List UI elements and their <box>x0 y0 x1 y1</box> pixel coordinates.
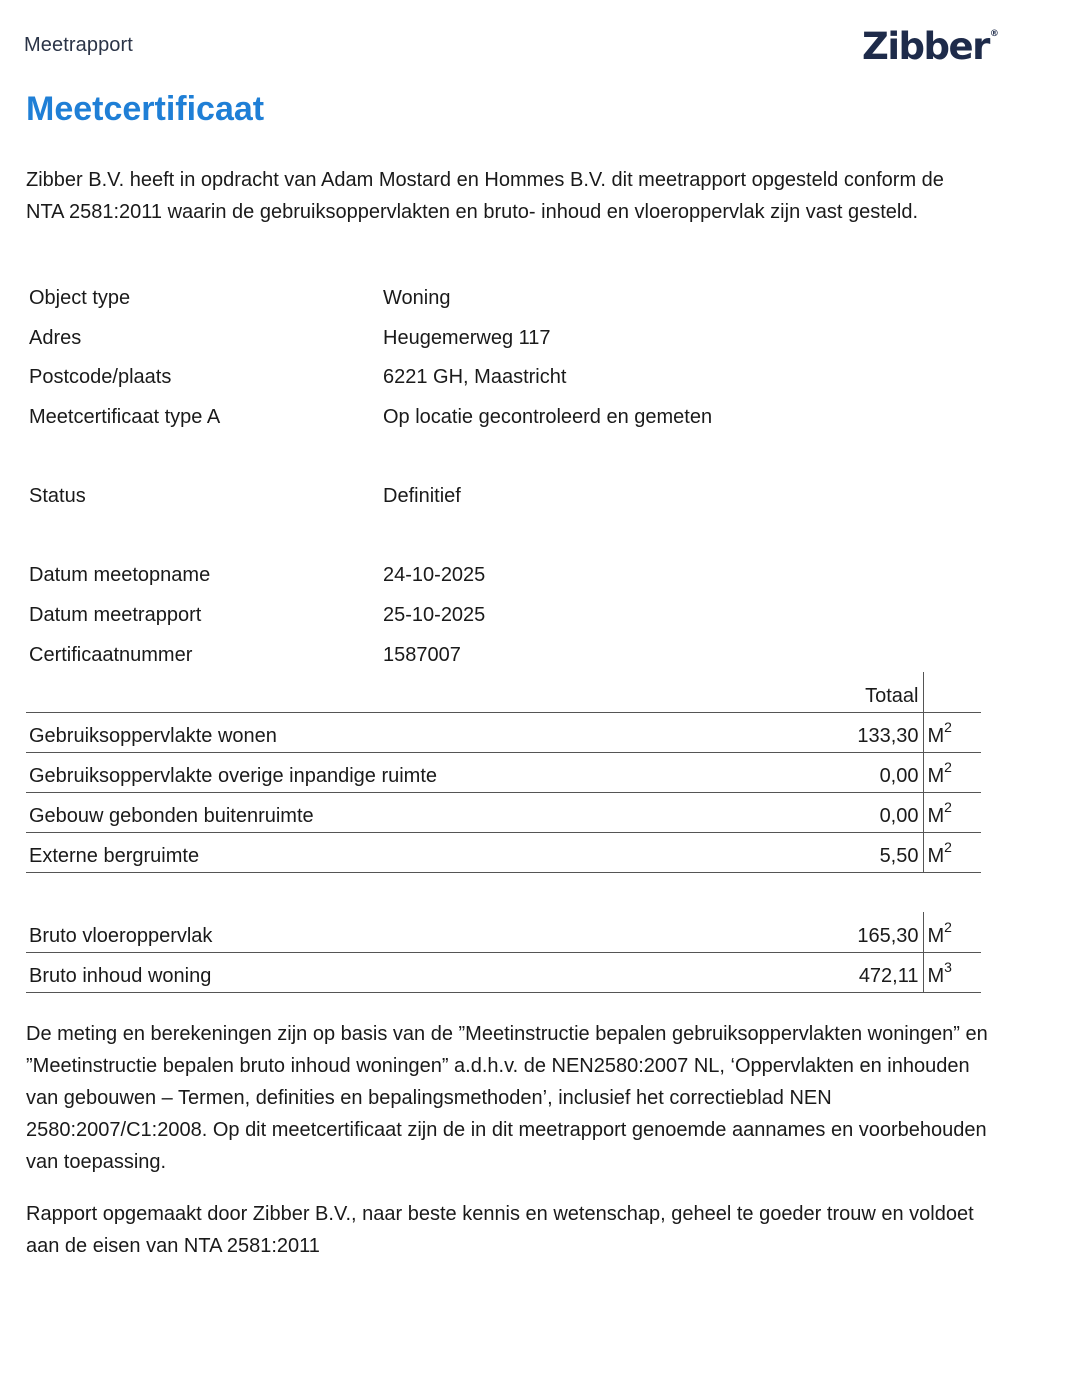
measurement-basis-note: De meting en berekeningen zijn op basis van de ”Meetinstructie bepalen gebruiksoppervlakten woningen” en ”Meetinstructie bepalen bruto inhoud woningen” a.d.h.v. de NEN2580:2007 NL, ‘Oppervlakten en inhouden van gebouwen – Termen, definities en bepalingsmethoden’, inclusief het correctieblad NEN 2580:2007/C1:2008. Op dit meetcertificaat zijn de in dit meetrapport genoemde aannames en voorbehouden van toepassing. <box>26 1023 988 1173</box>
measurement-value: 165,30 <box>803 912 923 952</box>
info-value: Woning <box>383 287 451 310</box>
measurement-label: Gebruiksoppervlakte wonen <box>26 712 803 752</box>
measurement-label: Externe bergruimte <box>26 832 803 872</box>
table-row <box>26 952 981 992</box>
info-spacer <box>29 517 969 557</box>
table-row <box>26 832 981 872</box>
measurements-header-row <box>26 672 981 712</box>
info-row-datum-meetopname <box>29 556 969 596</box>
info-value: Op locatie gecontroleerd en gemeten <box>383 406 713 429</box>
table-row <box>26 792 981 832</box>
measurement-label: Bruto vloeroppervlak <box>26 912 803 952</box>
page-title: Meetcertificaat <box>26 90 265 128</box>
info-row-status <box>29 477 969 517</box>
measurement-unit: $M^2$ <box>923 792 981 832</box>
table-row <box>26 752 981 792</box>
info-row-adres <box>29 319 969 359</box>
info-label: Certificaatnummer <box>29 643 193 666</box>
measurement-label: Gebruiksoppervlakte overige inpandige ruimte <box>26 752 803 792</box>
total-column-header: Totaal <box>803 672 923 712</box>
info-row-certificaatnummer <box>29 635 969 675</box>
measurement-unit: $M^3$ <box>923 952 981 992</box>
measurement-value: 133,30 <box>803 712 923 752</box>
info-row-datum-meetrapport <box>29 596 969 636</box>
measurement-label: Gebouw gebonden buitenruimte <box>26 792 803 832</box>
registered-mark: ® <box>989 29 999 39</box>
measurement-value: 5,50 <box>803 832 923 872</box>
info-label: Postcode/plaats <box>29 366 172 389</box>
info-label: Status <box>29 485 86 508</box>
intro-paragraph: Zibber B.V. heeft in opdracht van Adam Mostard en Hommes B.V. dit meetrapport opgesteld conform de NTA 2581:2011 waarin de gebruiksoppervlakten en bruto- inhoud en vloeroppervlak zijn vast gesteld. <box>26 169 944 223</box>
measurement-unit: $M^2$ <box>923 832 981 872</box>
measurements-table <box>26 672 981 993</box>
info-label: Meetcertificaat type A <box>29 406 221 429</box>
info-row-object-type <box>29 279 969 319</box>
info-label: Adres <box>29 326 82 349</box>
table-row <box>26 912 981 952</box>
info-label: Datum meetopname <box>29 564 211 587</box>
info-value: 6221 GH, Maastricht <box>383 366 567 389</box>
measurement-value: 0,00 <box>803 792 923 832</box>
info-value: 24-10-2025 <box>383 564 486 587</box>
table-row <box>26 712 981 752</box>
info-row-cert-type <box>29 398 969 438</box>
report-header-label: Meetrapport <box>24 34 133 56</box>
closing-statement: Rapport opgemaakt door Zibber B.V., naar beste kennis en wetenschap, geheel te goeder trouw en voldoet aan de eisen van NTA 2581:2011 <box>26 1203 974 1257</box>
zibber-logo <box>862 25 999 68</box>
logo-text: Zibber <box>862 25 989 68</box>
info-row-postcode <box>29 358 969 398</box>
measurement-unit: $M^2$ <box>923 752 981 792</box>
info-spacer <box>29 437 969 477</box>
measurement-value: 0,00 <box>803 752 923 792</box>
object-info-table <box>29 279 969 675</box>
info-value: 1587007 <box>383 643 461 666</box>
info-value: Definitief <box>383 485 461 508</box>
measurement-unit: $M^2$ <box>923 712 981 752</box>
measurement-value: 472,11 <box>803 952 923 992</box>
measurement-unit: $M^2$ <box>923 912 981 952</box>
info-value: Heugemerweg 117 <box>383 326 551 349</box>
info-value: 25-10-2025 <box>383 604 486 627</box>
measurement-label: Bruto inhoud woning <box>26 952 803 992</box>
info-label: Object type <box>29 287 131 310</box>
info-label: Datum meetrapport <box>29 604 202 627</box>
table-spacer <box>26 872 981 912</box>
